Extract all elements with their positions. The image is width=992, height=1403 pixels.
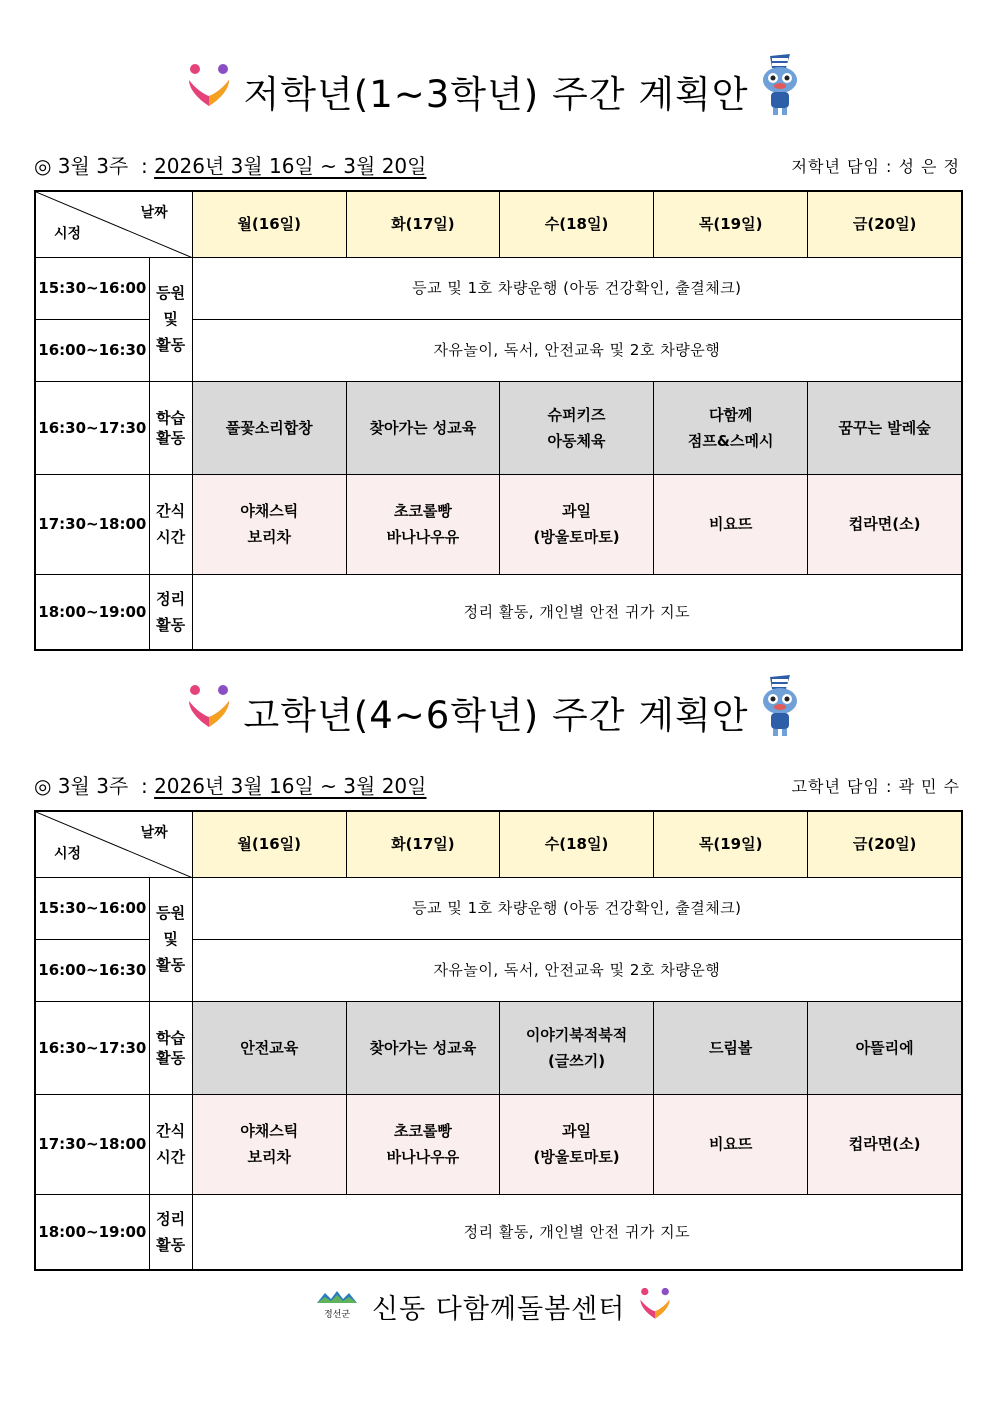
- corner-time-label: 시정: [54, 845, 82, 862]
- week-label: ◎ 3월 3주 :: [34, 154, 155, 178]
- arrival-activity: 등교 및 1호 차량운행 (아동 건강확인, 출결체크): [192, 877, 962, 939]
- snack-cell: [192, 474, 346, 574]
- study-activity-cell: [654, 1001, 808, 1094]
- snack-line: 보리차: [247, 1148, 291, 1166]
- snack-line: 보리차: [247, 528, 291, 546]
- category-label: 활동: [156, 336, 186, 354]
- study-activity-cell: [499, 381, 653, 474]
- study-activity-cell: [346, 381, 499, 474]
- table-row: [35, 877, 962, 939]
- category-label: 활동: [156, 615, 186, 634]
- table-row: [35, 257, 962, 319]
- footer: [0, 1283, 992, 1327]
- snack-line: 야채스틱: [240, 502, 299, 520]
- week-range: 2026년 3월 16일 ~ 3월 20일: [154, 774, 427, 798]
- time-cell: 18:00~19:00: [35, 1194, 149, 1270]
- snack-cell: [499, 1094, 653, 1194]
- snack-cell: [654, 474, 808, 574]
- activity-line: 안전교육: [240, 1038, 299, 1057]
- study-activity-cell: [499, 1001, 653, 1094]
- weekly-plan-table: [34, 190, 963, 651]
- county-logo-text: 정선군: [323, 1310, 351, 1320]
- wrap-up-activity: 정리 활동, 개인별 안전 귀가 지도: [192, 1194, 962, 1270]
- time-cell: 15:30~16:00: [35, 257, 149, 319]
- wrap-up-activity: 정리 활동, 개인별 안전 귀가 지도: [192, 574, 962, 650]
- snack-line: 바나나우유: [386, 528, 460, 546]
- snack-line: (방울토마토): [533, 1148, 620, 1166]
- day-header: 목(19일): [654, 811, 808, 877]
- county-logo-icon: [315, 1287, 359, 1321]
- category-cell: [149, 257, 192, 381]
- free-play-activity: 자유놀이, 독서, 안전교육 및 2호 차량운행: [192, 319, 962, 381]
- table-row: [35, 1194, 962, 1270]
- snack-cell: [654, 1094, 808, 1194]
- category-label: 등원: [156, 904, 186, 922]
- activity-line: 찾아가는 성교육: [369, 418, 477, 437]
- time-cell: 16:30~17:30: [35, 381, 149, 474]
- category-cell: [149, 877, 192, 1001]
- activity-line: (글쓰기): [547, 1051, 606, 1070]
- category-label: 및: [163, 930, 178, 948]
- snack-line: 컵라면(소): [848, 515, 921, 533]
- table-row: [35, 1094, 962, 1194]
- header-row: [35, 191, 962, 257]
- mascot-icon: [752, 52, 808, 118]
- day-header: 목(19일): [654, 191, 808, 257]
- category-label: 및: [163, 310, 178, 328]
- activity-line: 슈퍼키즈: [547, 405, 606, 424]
- category-label: 시간: [156, 1148, 186, 1166]
- section-title: 저학년(1~3학년) 주간 계획안: [243, 73, 749, 116]
- category-cell: [149, 1094, 192, 1194]
- corner-header: [35, 811, 192, 877]
- snack-line: (방울토마토): [533, 528, 620, 546]
- day-header: 화(17일): [346, 811, 499, 877]
- teacher-info: 저학년 담임 : 성 은 정: [791, 157, 960, 176]
- category-cell: [149, 1001, 192, 1094]
- activity-line: 다함께: [708, 405, 753, 424]
- table-row: [35, 1001, 962, 1094]
- activity-line: 점프&스메시: [687, 431, 774, 450]
- snack-cell: [192, 1094, 346, 1194]
- snack-cell: [808, 1094, 962, 1194]
- table-row: [35, 574, 962, 650]
- study-activity-cell: [346, 1001, 499, 1094]
- teacher-info: 고학년 담임 : 곽 민 수: [791, 777, 960, 796]
- heart-logo-icon: [636, 1285, 674, 1323]
- snack-cell: [808, 474, 962, 574]
- week-range: 2026년 3월 16일 ~ 3월 20일: [154, 154, 427, 178]
- day-header: 수(18일): [499, 191, 653, 257]
- category-cell: [149, 1194, 192, 1270]
- day-header: 화(17일): [346, 191, 499, 257]
- study-activity-cell: [192, 1001, 346, 1094]
- activity-line: 드림볼: [708, 1038, 753, 1057]
- free-play-activity: 자유놀이, 독서, 안전교육 및 2호 차량운행: [192, 939, 962, 1001]
- day-header: 월(16일): [192, 811, 346, 877]
- category-label: 활동: [156, 1048, 186, 1067]
- snack-line: 비요뜨: [708, 1135, 753, 1153]
- day-header: 월(16일): [192, 191, 346, 257]
- study-activity-cell: [808, 1001, 962, 1094]
- category-cell: [149, 574, 192, 650]
- snack-cell: [499, 474, 653, 574]
- day-header: 수(18일): [499, 811, 653, 877]
- section-title-row: [0, 52, 992, 122]
- activity-line: 아뜰리에: [855, 1038, 914, 1057]
- category-label: 정리: [156, 589, 186, 608]
- activity-line: 꿈꾸는 발레숲: [838, 418, 931, 437]
- corner-time-label: 시정: [54, 225, 82, 242]
- week-info-row: [34, 150, 960, 180]
- time-cell: 17:30~18:00: [35, 474, 149, 574]
- category-label: 학습: [156, 1028, 186, 1047]
- day-header: 금(20일): [808, 191, 962, 257]
- category-label: 간식: [156, 502, 186, 520]
- time-cell: 15:30~16:00: [35, 877, 149, 939]
- snack-line: 바나나우유: [386, 1148, 460, 1166]
- category-label: 활동: [156, 428, 186, 447]
- activity-line: 찾아가는 성교육: [369, 1038, 477, 1057]
- study-activity-cell: [654, 381, 808, 474]
- time-cell: 18:00~19:00: [35, 574, 149, 650]
- category-label: 활동: [156, 1235, 186, 1254]
- time-cell: 17:30~18:00: [35, 1094, 149, 1194]
- snack-line: 컵라면(소): [848, 1135, 921, 1153]
- activity-line: 아동체육: [547, 431, 606, 450]
- header-row: [35, 811, 962, 877]
- arrival-activity: 등교 및 1호 차량운행 (아동 건강확인, 출결체크): [192, 257, 962, 319]
- center-name: 신동 다함께돌봄센터: [372, 1294, 626, 1325]
- week-info: [34, 150, 426, 179]
- snack-line: 초코롤빵: [393, 1122, 452, 1140]
- category-label: 시간: [156, 528, 186, 546]
- category-cell: [149, 381, 192, 474]
- activity-line: 풀꽃소리합창: [225, 418, 313, 437]
- snack-cell: [346, 1094, 499, 1194]
- day-header: 금(20일): [808, 811, 962, 877]
- snack-cell: [346, 474, 499, 574]
- category-label: 등원: [156, 284, 186, 302]
- week-label: ◎ 3월 3주 :: [34, 774, 155, 798]
- time-cell: 16:00~16:30: [35, 939, 149, 1001]
- section-title: 고학년(4~6학년) 주간 계획안: [243, 694, 749, 737]
- time-cell: 16:00~16:30: [35, 319, 149, 381]
- corner-date-label: 날짜: [140, 205, 168, 221]
- weekly-plan-table: [34, 810, 963, 1271]
- corner-date-label: 날짜: [140, 825, 168, 841]
- time-cell: 16:30~17:30: [35, 1001, 149, 1094]
- week-info-row: [34, 770, 960, 800]
- mascot-icon: [752, 673, 808, 739]
- activity-line: 이야기북적북적: [525, 1025, 628, 1044]
- snack-line: 비요뜨: [708, 515, 753, 533]
- category-label: 학습: [156, 408, 186, 427]
- table-row: [35, 381, 962, 474]
- corner-header: [35, 191, 192, 257]
- category-label: 활동: [156, 956, 186, 974]
- category-label: 간식: [156, 1122, 186, 1140]
- study-activity-cell: [192, 381, 346, 474]
- category-label: 정리: [156, 1209, 186, 1228]
- snack-line: 과일: [562, 1122, 592, 1140]
- category-cell: [149, 474, 192, 574]
- table-row: [35, 474, 962, 574]
- study-activity-cell: [808, 381, 962, 474]
- snack-line: 야채스틱: [240, 1122, 299, 1140]
- snack-line: 과일: [562, 502, 592, 520]
- section-title-row: [0, 673, 992, 743]
- week-info: [34, 770, 426, 799]
- snack-line: 초코롤빵: [393, 502, 452, 520]
